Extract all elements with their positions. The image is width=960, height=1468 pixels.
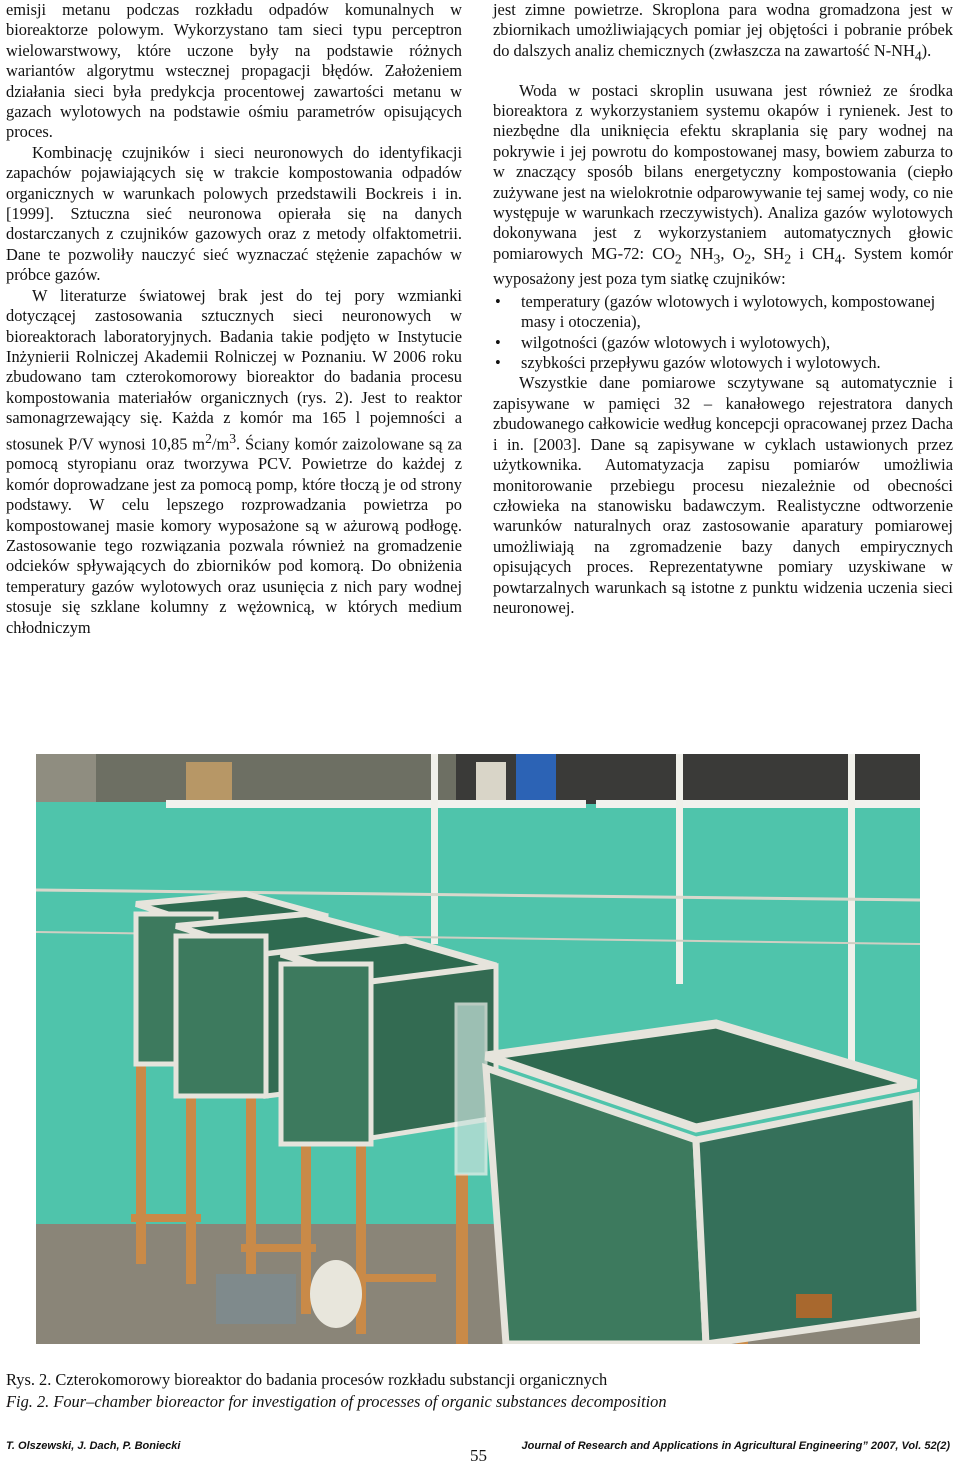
- figure-caption-polish: Rys. 2. Czterokomorowy bioreaktor do badania procesów rozkładu substancji organicznych: [6, 1370, 608, 1389]
- left-column: [6, 0, 462, 638]
- sensor-list-item-humidity: • wilgotności (gazów wlotowych i wylotowych),: [493, 333, 953, 353]
- superscript-3: 3: [229, 430, 237, 446]
- left-paragraph-3-part-b: /m: [211, 434, 230, 453]
- right-paragraph-1: [493, 0, 953, 67]
- right-paragraph-2-part-b: NH: [681, 243, 714, 263]
- subscript-nh3: 3: [713, 251, 721, 267]
- wall-shelf-right: [596, 800, 920, 808]
- bioreactor-photo: [36, 754, 920, 1344]
- right-paragraph-2-part-c: , O: [720, 243, 745, 263]
- bioreactor-illustration: [36, 754, 920, 1344]
- subscript-sh2: 2: [784, 251, 792, 267]
- left-paragraph-3: [6, 286, 462, 638]
- right-paragraph-2-part-f: . System komór wyposażony jest poza tym siatkę czujników:: [493, 243, 953, 289]
- right-paragraph-1-part-b: ).: [921, 40, 932, 60]
- shelf-rail: [848, 754, 855, 1074]
- right-paragraph-3: Wszystkie dane pomiarowe sczytywane są automatycznie i zapisywane w pamięci 32 – kanałowego rejestratora danych zbudowanego całkowicie według koncepcji opracowanej przez Dacha i in. [2003]. Dane są zapisywane w cyklach ustawionych przez użytkownika. Automatyzacja zapisu pomiarów umożliwia monitorowanie przebiegu procesu niezależnie od obecności człowieka na stanowisku badawczym. Realistyczne odtworzenie warunków naturalnych oraz zastosowanie aparatury pomiarowej umożliwiają na zgromadzenie bazy danych empirycznych opisujących proces. Reprezentatywne pomiary uzyskiwane w powtarzalnych warunkach są istotne z punktu widzenia uczenia sieci neuronowej.: [493, 373, 953, 617]
- blender-jar: [310, 1260, 362, 1328]
- subscript-co2: 2: [674, 251, 682, 267]
- left-items: [36, 754, 96, 802]
- wall-shelf: [166, 800, 586, 808]
- sensor-list-item-flow: • szybkości przepływu gazów wlotowych i wylotowych.: [493, 353, 953, 373]
- subscript-ch4: 4: [834, 251, 842, 267]
- figure-caption-english: Fig. 2. Four–chamber bioreactor for investigation of processes of organic substances decomposition: [6, 1392, 667, 1411]
- footer-journal: Journal of Research and Applications in Agricultural Engineering” 2007, Vol. 52(2): [521, 1440, 950, 1452]
- chamber-4: [486, 1024, 920, 1344]
- air-pump: [216, 1274, 296, 1324]
- right-paragraph-1-part-a: jest zimne powietrze. Skroplona para wodna gromadzona jest w zbiornikach umożliwiających pomiar jej objętości i pobranie próbek do dalszych analiz chemicznych (zwłaszcza na zawartość N-NH: [493, 0, 953, 60]
- sensor-list: [493, 292, 953, 374]
- superscript-2: 2: [205, 430, 212, 446]
- right-column: [493, 0, 953, 618]
- left-paragraph-3-part-c: . Ściany komór zaizolowane są za pomocą styropianu oraz tworzywa PCV. Powietrze do każdej z komór doprowadzane jest za pomocą pomp, które tłoczą je od strony podstawy. W celu lepszego rozprowadzania powietrza po kompostowanej masie komory wyposażone są w ażurową podłogę. Zastosowanie tego rozwiązania pozwala również na gromadzenie odcieków spływających do zbiorników pod komorą. Do obniżenia temperatury gazów wylotowych oraz usunięcia z nich pary wodnej stosuje się szklane kolumny z wężownicą, w których medium chłodniczym: [6, 434, 463, 637]
- wooden-block: [796, 1294, 832, 1318]
- page-number: 55: [470, 1446, 487, 1465]
- subscript-o2: 2: [744, 251, 752, 267]
- right-paragraph-2-part-e: i CH: [791, 243, 835, 263]
- shelf-rail: [676, 754, 683, 984]
- right-paragraph-2: [493, 81, 953, 290]
- right-paragraph-2-part-a: Woda w postaci skroplin usuwana jest również ze środka bioreaktora z wykorzystaniem systemu okapów i rynienek. Jest to niezbędne dla uniknięcia efektu skraplania się pary wodnej na pokrywie i jej powrotu do kompostowanej masy, bowiem zaburza to w znaczący sposób bilans energetyczny kompostowania (ciepło zużywane jest na wielokrotnie odparowywanie tej samej wody, co nie występuje w warunkach rzeczywistych). Analiza gazów wylotowych dokonywana jest z wykorzystaniem automatycznych głowic pomiarowych MG-72: CO: [493, 80, 953, 263]
- left-paragraph-2: Kombinację czujników i sieci neuronowych do identyfikacji zapachów pojawiających się w trakcie kompostowania odpadów organicznych w warunkach polowych przedstawili Bockreis i in. [1999]. Sztuczna sieć neuronowa opierała się na danych dostarczanych z czujników gazowych oraz z metody olfaktometrii. Dane te pozwoliły nauczyć sieć wyznaczać stężenie zapachów w próbce gazów.: [6, 142, 462, 285]
- footer-authors: T. Olszewski, J. Dach, P. Boniecki: [6, 1440, 181, 1452]
- shelf-rail: [431, 754, 438, 944]
- glass-column: [456, 1004, 486, 1174]
- blue-container: [516, 754, 556, 800]
- subscript-4: 4: [914, 48, 922, 64]
- left-paragraph-3-part-a: W literaturze światowej brak jest do tej pory wzmianki dotyczącej zastosowania sztucznych sieci neuronowych w bioreaktorach laboratoryjnych. Badania takie podjęto w Instytucie Inżynierii Rolniczej Akademii Rolniczej w Poznaniu. W 2006 roku zbudowano tam czterokomorowy bioreaktor do badania procesu kompostowania materiałów organicznych (rys. 2). Jest to reaktor samonagrzewający się. Każda z komór ma 165 l pojemności a stosunek P/V wynosi 10,85 m: [6, 285, 462, 453]
- left-paragraph-1: emisji metanu podczas rozkładu odpadów komunalnych w bioreaktorze polowym. Wykorzystano tam sieci typu perceptron wielowarstwowy, które uczone były na podstawie różnych wariantów algorytmu wstecznej propagacji błędów. Założeniem działania sieci była predykcja procentowej zawartości metanu w gazach wylotowych na podstawie ośmiu parametrów opisujących proces.: [6, 0, 462, 142]
- right-paragraph-2-part-d: , SH: [751, 243, 785, 263]
- cardboard-box: [186, 762, 232, 802]
- sensor-list-item-temperature: • temperatury (gazów wlotowych i wylotowych, kompostowanej masy i otoczenia),: [493, 292, 953, 333]
- white-container: [476, 762, 506, 800]
